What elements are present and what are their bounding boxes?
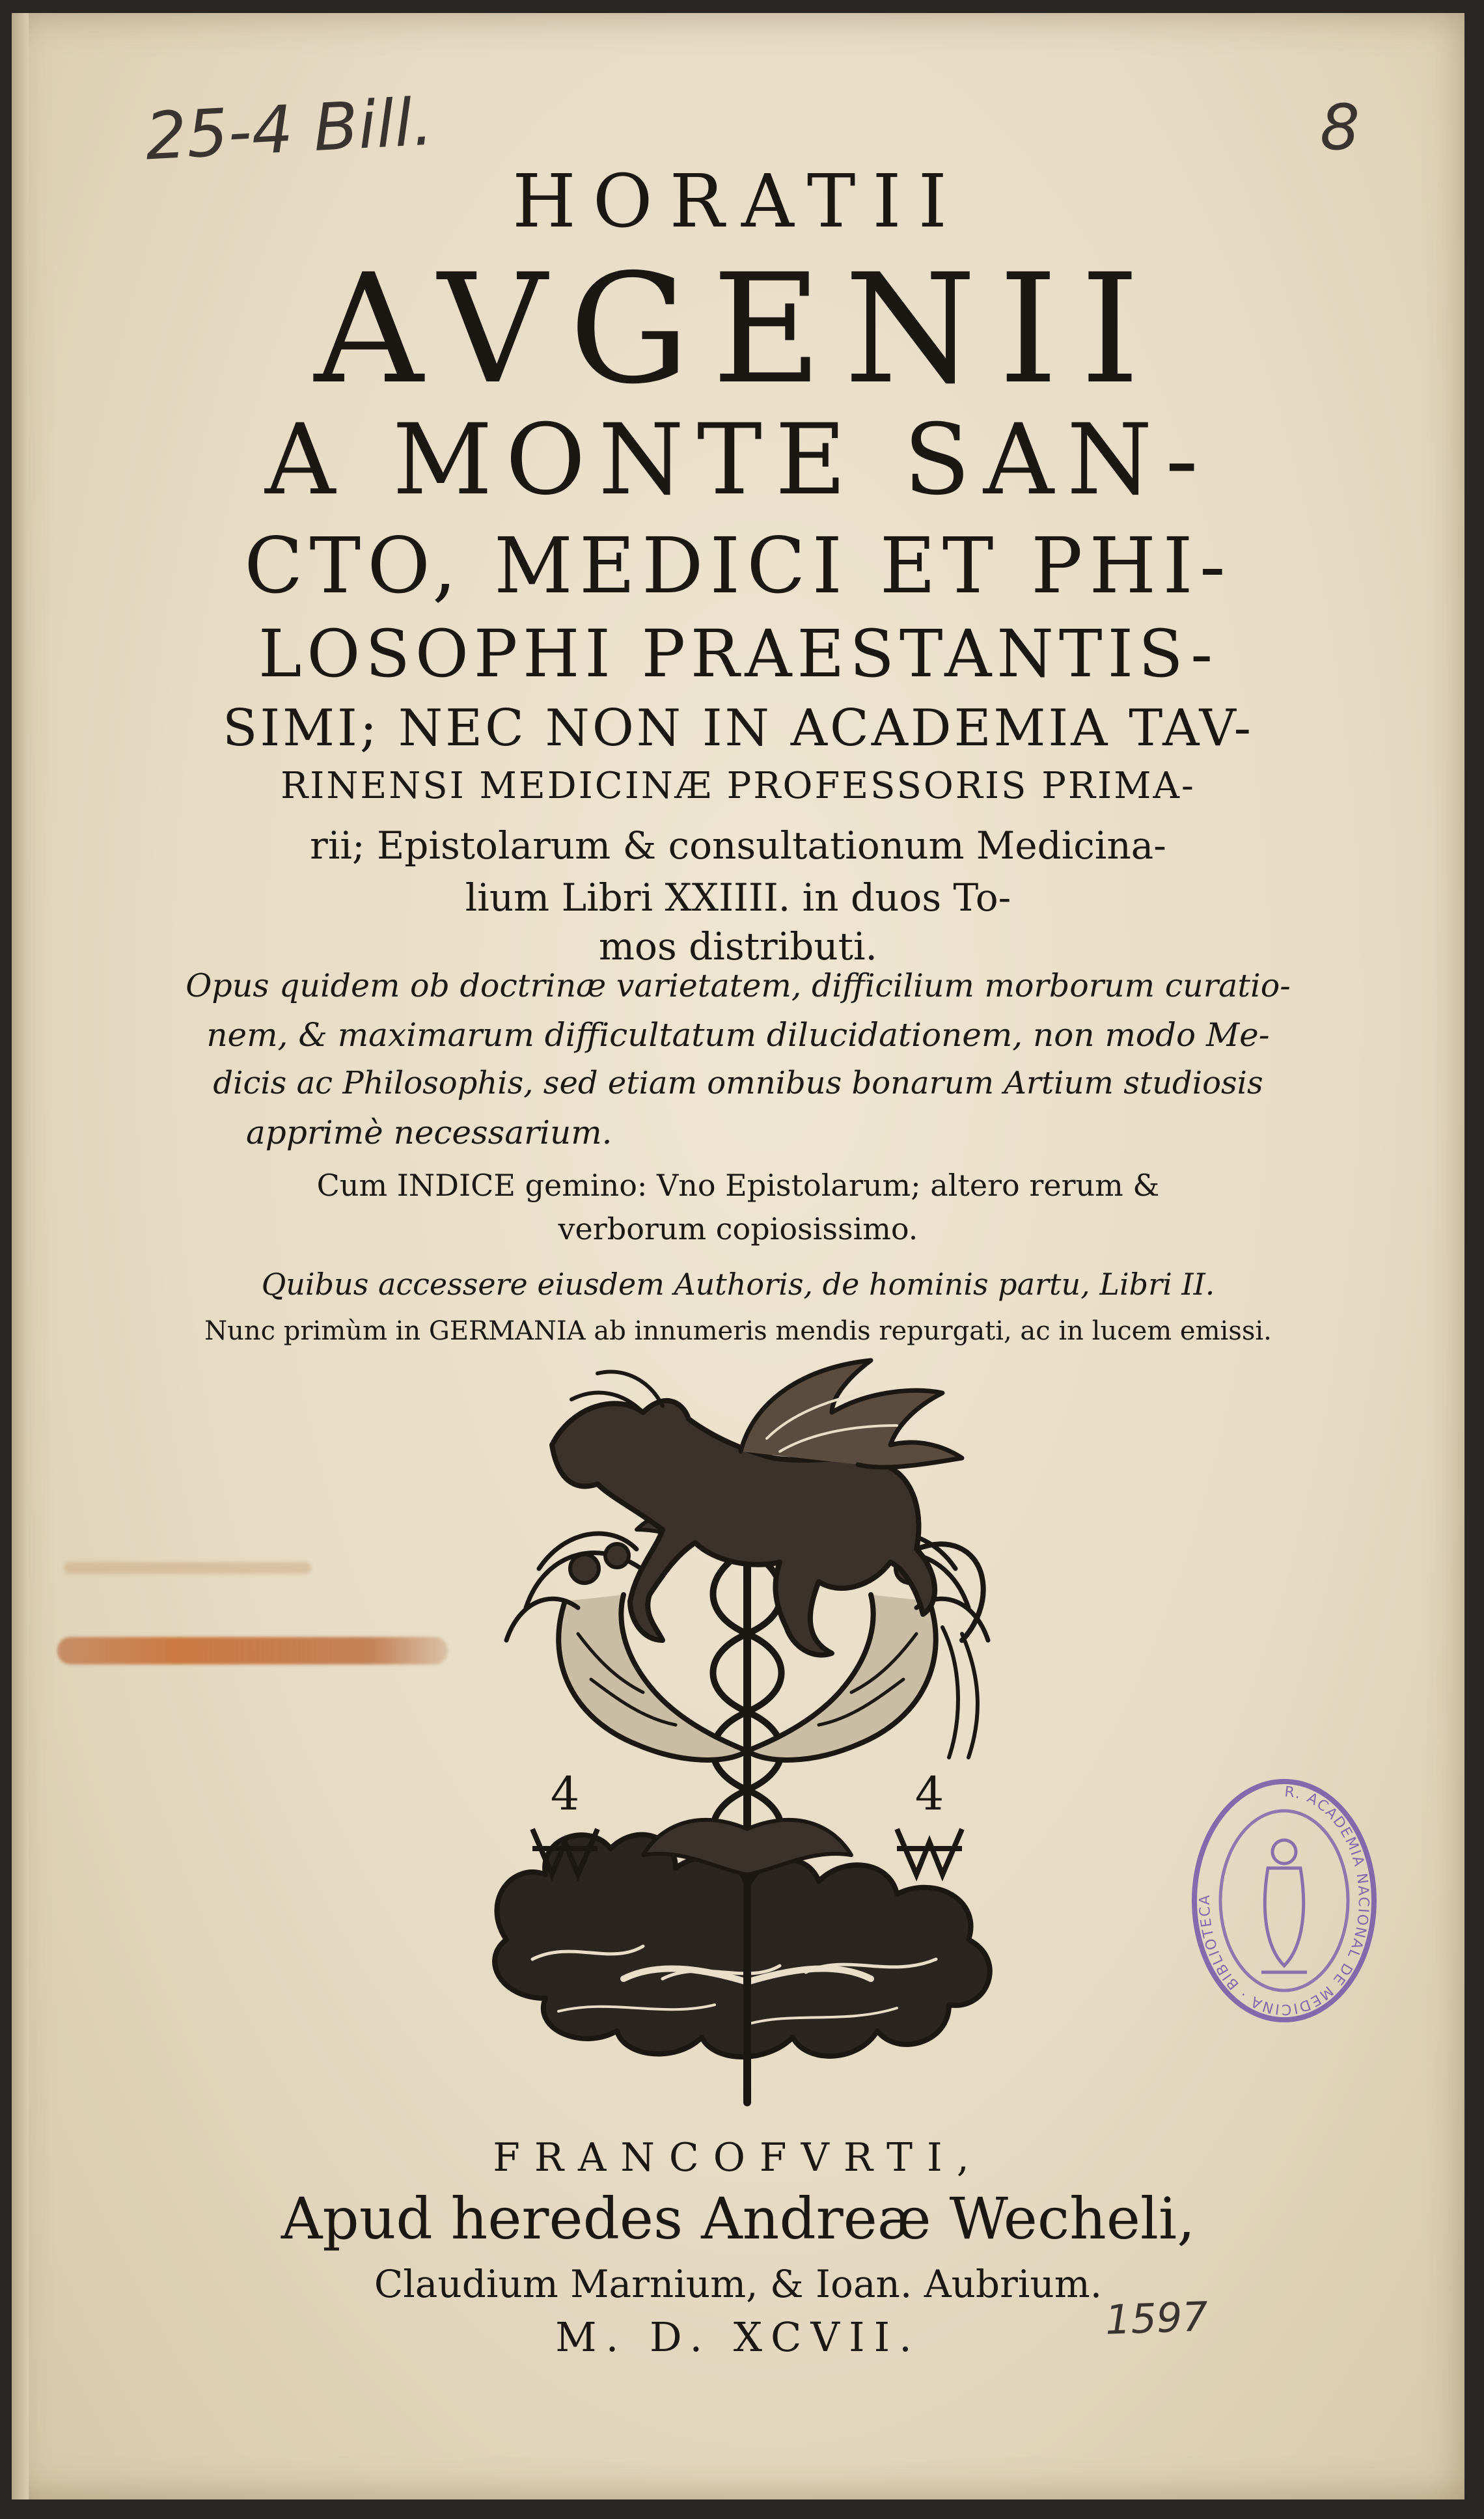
mark-monogram-right xyxy=(897,1829,962,1875)
title-line-7: RINENSI MEDICINÆ PROFESSORIS PRIMA- xyxy=(281,765,1196,807)
index-note-line-1: Cum INDICE gemino: Vno Epistolarum; altero rerum & xyxy=(316,1168,1160,1203)
description-line-1: Opus quidem ob doctrinæ varietatem, difficilium morborum curatio- xyxy=(186,967,1291,1004)
handwritten-leaf-number: 8 xyxy=(1320,91,1360,164)
stain-faint xyxy=(64,1562,311,1574)
imprint-place: FRANCOFVRTI, xyxy=(493,2135,983,2181)
addition-line: Quibus accessere eiusdem Authoris, de hominis partu, Libri II. xyxy=(261,1267,1215,1302)
imprint-year: M. D. XCVII. xyxy=(555,2313,921,2361)
rust-stain xyxy=(57,1637,448,1664)
title-line-9: lium Libri XXIIII. in duos To- xyxy=(465,875,1011,920)
title-page xyxy=(12,13,1464,2499)
title-line-6: SIMI; NEC NON IN ACADEMIA TAV- xyxy=(222,699,1254,758)
index-note-line-2: verborum copiosissimo. xyxy=(558,1211,918,1246)
svg-text:R. ACADEMIA NACIONAL DE MEDICI xyxy=(1197,1784,1371,2018)
title-line-3: A MONTE SAN- xyxy=(264,404,1212,517)
description-line-4: apprimè necessarium. xyxy=(246,1114,612,1151)
description-line-3: dicis ac Philosophis, sed etiam omnibus bonarum Artium studiosis xyxy=(213,1065,1263,1101)
germania-line: Nunc primùm in GERMANIA ab innumeris mendis repurgati, ac in lucem emissi. xyxy=(204,1316,1272,1346)
title-line-8: rii; Epistolarum & consultationum Medicina- xyxy=(310,823,1166,868)
stamp-text: R. ACADEMIA NACIONAL DE MEDICINA · BIBLIOTECA xyxy=(1196,1783,1372,2018)
library-stamp xyxy=(1190,1777,1379,2024)
description-line-2: nem, & maximarum difficultatum dilucidationem, non modo Me- xyxy=(206,1016,1270,1054)
stamp-figure-icon xyxy=(1261,1840,1307,1972)
title-line-2: AVGENII xyxy=(314,241,1162,417)
imprint-publisher: Apud heredes Andreæ Wecheli, xyxy=(281,2185,1196,2252)
title-line-5: LOSOPHI PRAESTANTIS- xyxy=(258,616,1218,692)
mark-numeral-left: 4 xyxy=(550,1767,580,1821)
title-line-4: CTO, MEDICI ET PHI- xyxy=(244,521,1232,611)
pegasus-printers-mark xyxy=(467,1354,1027,2122)
mark-numeral-right: 4 xyxy=(914,1767,944,1821)
title-line-1: HORATII xyxy=(512,159,964,244)
imprint-printers: Claudium Marnium, & Ioan. Aubrium. xyxy=(374,2262,1103,2306)
title-line-10: mos distributi. xyxy=(599,924,877,969)
handwritten-shelfmark: 25-4 Bill. xyxy=(143,83,435,175)
handwritten-date: 1597 xyxy=(1104,2292,1209,2344)
